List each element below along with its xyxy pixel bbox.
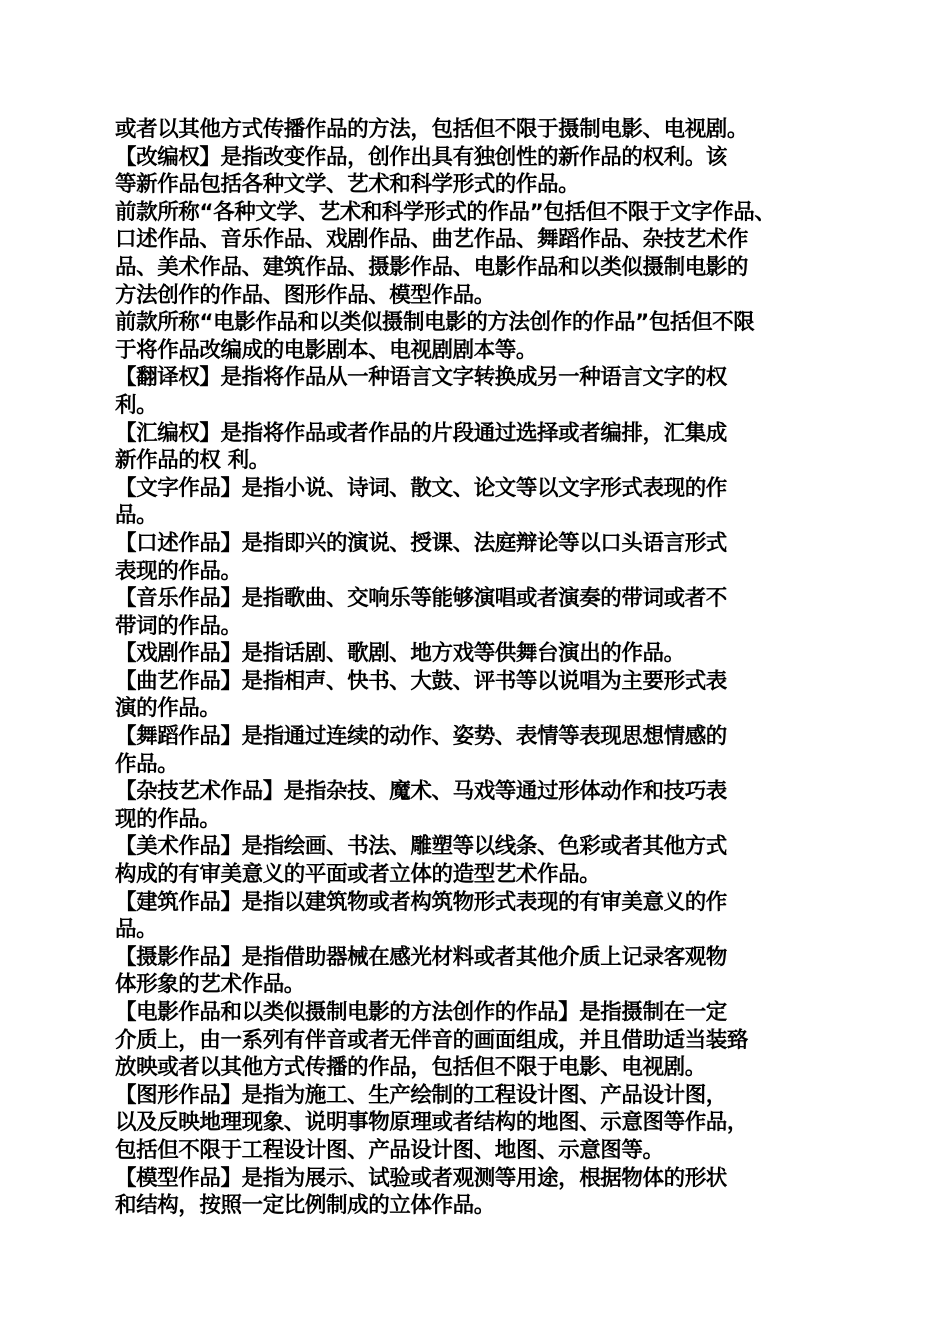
text-line: 口述作品、音乐作品、戏剧作品、曲艺作品、舞蹈作品、杂技艺术作 [115,227,749,253]
text-line: 表现的作品。 [115,558,242,584]
text-line: 【戏剧作品】是指话剧、歌剧、地方戏等供舞台演出的作品。 [115,641,685,667]
document-body [115,116,845,1220]
text-line: 【电影作品和以类似摄制电影的方法创作的作品】是指摄制在一定 [115,1000,727,1025]
text-line: 作品。 [115,751,179,777]
text-line: 利。 [115,392,158,418]
text-line: 前款所称“各种文学、艺术和科学形式的作品”包括但不限于文字作品、 [115,199,776,225]
text-line: 品、美术作品、建筑作品、摄影作品、电影作品和以类似摄制电影的 [115,254,749,280]
text-line: 体形象的艺术作品。 [115,972,305,998]
text-line: 【杂技艺术作品】是指杂技、魔术、马戏等通过形体动作和技巧表 [115,779,727,805]
text-line: 新作品的权 利。 [115,448,270,474]
text-line: 于将作品改编成的电影剧本、电视剧剧本等。 [115,337,538,363]
text-line: 【音乐作品】是指歌曲、交响乐等能够演唱或者演奏的带词或者不 [115,586,727,612]
text-line: 带词的作品。 [115,613,242,639]
text-line: 等新作品包括各种文学、艺术和科学形式的作品。 [115,172,580,198]
text-line: 品。 [115,503,158,529]
text-line: 和结构，按照一定比例制成的立体作品。 [115,1193,495,1219]
text-line: 品。 [115,917,158,943]
text-line: 前款所称“电影作品和以类似摄制电影的方法创作的作品”包括但不限 [115,310,755,336]
text-line: 【翻译权】是指将作品从一种语言文字转换成另一种语言文字的权 [115,365,727,391]
text-line: 放映或者以其他方式传播的作品，包括但不限于电影、电视剧。 [115,1055,706,1081]
text-line: 【摄影作品】是指借助器械在感光材料或者其他介质上记录客观物 [115,944,727,970]
text-line: 现的作品。 [115,806,221,832]
text-line: 【舞蹈作品】是指通过连续的动作、姿势、表情等表现思想情感的 [115,724,727,750]
text-line: 介质上，由一系列有伴音或者无伴音的画面组成，并且借助适当装臵 [115,1027,749,1053]
text-line: 【曲艺作品】是指相声、快书、大鼓、评书等以说唱为主要形式表 [115,668,727,694]
text-line: 演的作品。 [115,696,221,722]
text-line: 【建筑作品】是指以建筑物或者构筑物形式表现的有审美意义的作 [115,889,727,915]
text-line: 【图形作品】是指为施工、生产绘制的工程设计图、产品设计图， [115,1082,727,1108]
text-line: 【口述作品】是指即兴的演说、授课、法庭辩论等以口头语言形式 [115,530,727,556]
text-line: 【美术作品】是指绘画、书法、雕塑等以线条、色彩或者其他方式 [115,834,727,860]
text-line: 或者以其他方式传播作品的方法，包括但不限于摄制电影、电视剧。 [115,117,749,142]
text-line: 以及反映地理现象、说明事物原理或者结构的地图、示意图等作品， [115,1110,749,1136]
text-line: 方法创作的作品、图形作品、模型作品。 [115,282,495,308]
text-line: 【文字作品】是指小说、诗词、散文、论文等以文字形式表现的作 [115,475,727,501]
text-line: 构成的有审美意义的平面或者立体的造型艺术作品。 [115,862,601,888]
text-line: 【模型作品】是指为展示、试验或者观测等用途，根据物体的形状 [115,1165,727,1191]
text-line: 包括但不限于工程设计图、产品设计图、地图、示意图等。 [115,1137,664,1163]
text-line: 【改编权】是指改变作品，创作出具有独创性的新作品的权利。该 [115,144,727,170]
text-line: 【汇编权】是指将作品或者作品的片段通过选择或者编排，汇集成 [115,420,727,446]
